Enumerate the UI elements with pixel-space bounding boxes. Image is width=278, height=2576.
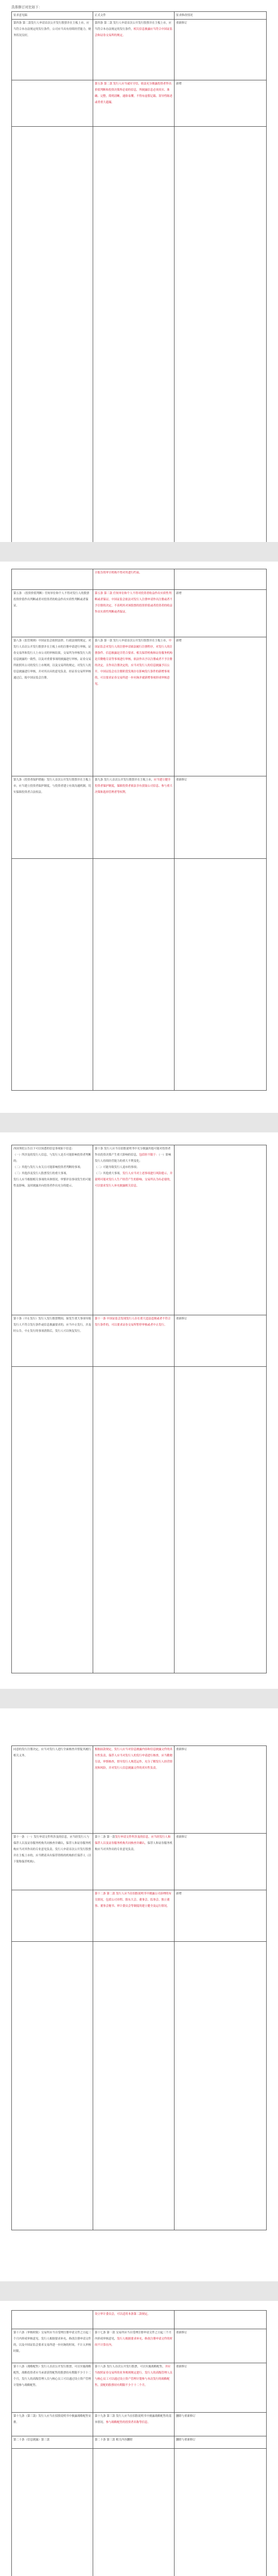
header-note: 征求修改情况 bbox=[175, 12, 267, 20]
change-note-cell bbox=[175, 1145, 267, 1315]
table-row bbox=[12, 127, 267, 543]
original-text-cell: 第二十条（信息披露）第三款 bbox=[12, 2436, 93, 2449]
document-page-4 bbox=[0, 1708, 278, 2281]
change-note-cell: 重新修订 bbox=[175, 1834, 267, 1890]
table-row bbox=[12, 859, 267, 1091]
inserted-text: 计报告的审计机构不得对其进行约束。 bbox=[95, 571, 142, 574]
revised-text: 第八条 第一款 发行人申请首次公开发行股票并在主板上市， bbox=[95, 639, 169, 642]
original-text-cell bbox=[12, 859, 93, 1091]
table-row bbox=[12, 2363, 267, 2413]
change-note-cell: 重新修订 bbox=[175, 20, 267, 80]
revised-text: 第二十条 第三款 相关内容删除 bbox=[95, 2438, 133, 2442]
original-text-cell: 第十八条（战略配售）发行人首次公开发行股票，可以实施战略配售，战略投资者应当承诺获得配售的股票持有期限不少于十二个月，发行人的高级管理人员与核心员工可以通过设立资产管理计划参与战略配售。 bbox=[12, 2363, 93, 2413]
revised-text-cell bbox=[93, 1367, 175, 1673]
revised-text-cell bbox=[93, 776, 175, 859]
change-note-cell: 重新修订 bbox=[175, 1315, 267, 1367]
inserted-text: 设立审计委员会，可以适用本条第二款规定。 bbox=[95, 2313, 150, 2316]
change-note-cell bbox=[175, 1942, 267, 2230]
original-text-cell bbox=[12, 569, 93, 590]
revised-text-cell bbox=[93, 569, 175, 590]
revised-text: 第四条 第二款 发行人申请首次公开发行股票并在主板上市，应当符合本办法规定的发行条件， bbox=[95, 22, 171, 31]
comparison-table bbox=[11, 11, 267, 542]
change-note-cell: 新增 bbox=[175, 1890, 267, 1942]
revised-text-cell bbox=[93, 1746, 175, 1834]
change-note-cell bbox=[175, 127, 267, 543]
original-text-cell: 第十六条（审核时限）交易所应当自受理注册申请文件之日起三个月内形成审核意见。发行人根据要求补充、修改注册申请文件的，以及中国证监会要求交易所进一步问询的时间，不计入审核时限。 bbox=[12, 2329, 93, 2363]
lead-text: 具体修订对比如下： bbox=[11, 5, 42, 9]
revised-text-cell bbox=[93, 1834, 175, 1890]
change-note-cell: 新增 bbox=[175, 590, 267, 637]
table-row bbox=[12, 20, 267, 80]
original-text-cell: 第九条（投资者保护措施）发行人首次公开发行股票并在主板上市，应当建立投资者保护制度，与投资者建立有效沟通机制，切实保障投资者合法权益。 bbox=[12, 776, 93, 859]
revised-text-cell bbox=[93, 2449, 175, 2576]
change-note-cell: 重新修订 bbox=[175, 776, 267, 859]
revised-text-cell bbox=[93, 2436, 175, 2449]
comparison-table bbox=[11, 2310, 267, 2576]
change-note-cell: 新增 bbox=[175, 637, 267, 776]
change-note-cell bbox=[175, 859, 267, 1091]
inserted-text: 发行人应当对上述事项进行风险提示，并说明可能对发行人生产经营产生的影响。交易所认为有必要的，可以要求发行人补充披露相关信息。 bbox=[95, 1172, 172, 1188]
revised-text-cell bbox=[93, 1315, 175, 1367]
comparison-table bbox=[11, 1145, 267, 1673]
inserted-text: 发行申请文件所涉及的信息，应当经发行人和保荐人以及证券服务机构共同核查并确认， bbox=[95, 1836, 171, 1845]
table-row bbox=[12, 1315, 267, 1367]
revised-text-cell bbox=[93, 637, 175, 776]
change-note-cell: 删除与重新修订 bbox=[175, 2413, 267, 2436]
original-text-cell bbox=[12, 127, 93, 543]
original-text-cell: 第十一条 （一）发行申请文件所涉及的信息，应当经发行人与保荐人以及证券服务机构共同核查并确认，保荐人和证券服务机构应当对其作出的专业意见负责。发行人申请首次公开发行股票并在主板上市的，应当聘请具有保荐资格的机构担任保荐人（以下简称保荐机构）。 bbox=[12, 1834, 93, 1890]
document-page-2 bbox=[0, 562, 278, 1113]
revised-text: 第十九条 第三款 发行人应当在招股说明书中披露战略配售的基本情况、 bbox=[95, 2415, 171, 2424]
header-original: 征求意见稿 bbox=[12, 12, 93, 20]
original-text-cell: 第十九条（第三款）发行人应当在招股说明书中披露战略配售安排。 bbox=[12, 2413, 93, 2436]
table-row bbox=[12, 776, 267, 859]
revised-text-cell bbox=[93, 859, 175, 1091]
original-text-cell bbox=[12, 1890, 93, 1942]
revised-text: 第九条 发行人首次公开发行股票并在主板上市， bbox=[95, 778, 154, 782]
revised-text-cell bbox=[93, 1145, 175, 1315]
inserted-text: 参与战略配售的投资者名称等信息。 bbox=[106, 2421, 150, 2424]
document-page-3 bbox=[0, 1132, 278, 1689]
original-text-cell bbox=[12, 1942, 93, 2230]
table-row bbox=[12, 2329, 267, 2363]
inserted-text: 相关信息披露应当符合中国证监会和证券交易所的规定。 bbox=[95, 28, 172, 37]
revised-text: 保荐人和证券服务机构应当对其作出的专业意见负责。 bbox=[95, 1842, 172, 1851]
document-page-5 bbox=[0, 2301, 278, 2576]
revised-text-cell bbox=[93, 2363, 175, 2413]
table-row bbox=[12, 1834, 267, 1890]
revised-text: 第十二条 第一款 bbox=[95, 1836, 115, 1839]
comparison-table bbox=[11, 1745, 267, 2230]
original-text-cell: 第五条 （投资价值判断）任何单位和个人不得对发行人的股票投资价值作出判断或者对投资者的收益作出实质性判断或者保证。 bbox=[12, 590, 93, 637]
inserted-text: 中国证监会对发行人的注册申请依法履行注册程序，对发行人的注册条件、信息披露是否符合要求、相关保荐机构和证券服务机构是否勤勉尽责等事项进行审核，依法作出予以注册或者不予注册的决定，且作出注册决定的，应当对发行人的信息披露予以公开。 bbox=[95, 639, 172, 673]
original-text-cell bbox=[12, 2311, 93, 2329]
revised-text-cell bbox=[93, 590, 175, 637]
revised-text: 第十七条 第一款 交易所应当自受理注册申请文件之日起三个月内形成审核意见， bbox=[95, 2331, 171, 2341]
inserted-text: 发行人根据要求补充、修改注册申请文件的时间不计算在内。 bbox=[95, 2337, 172, 2347]
revised-text-cell bbox=[93, 1890, 175, 1942]
document-page-1 bbox=[0, 0, 278, 542]
header-revised: 正式文件 bbox=[93, 12, 175, 20]
inserted-text: 中国证监会在注册阶段发现存在影响发行条件的新增事项的，可以要求证券交易所进一步问询并就新增事项形成审核意见。 bbox=[95, 670, 170, 686]
table-row bbox=[12, 1367, 267, 1673]
revised-text-cell bbox=[93, 2311, 175, 2329]
revised-text: 第十条 发行人应当在招股说明书中充分披露其他可能对投资者作出投资决策产生重大影响的信息， bbox=[95, 1147, 171, 1157]
original-text-cell: 同意的发行注册决定，应当对发行人进行全面核查并督促其履行相关义务。 bbox=[12, 1746, 93, 1834]
change-note-cell bbox=[175, 1367, 267, 1673]
change-note-cell: 删除与重新修订 bbox=[175, 2436, 267, 2449]
revised-text-cell bbox=[93, 80, 175, 127]
table-row bbox=[12, 1746, 267, 1834]
original-text-cell bbox=[12, 80, 93, 127]
revised-text-cell bbox=[93, 2413, 175, 2436]
table-header-row bbox=[12, 12, 267, 20]
revised-text: （一）影响发行人持续经营能力的重大不利变化； （二）可能导致发行人退市的事项； （三）其他重大事项。 bbox=[95, 1154, 171, 1175]
original-text-cell: 第八条（监管规则）中国证监会依照法律、行政法规的规定，对发行人首次公开发行股票并在主板上市的注册申请进行审核，证券交易所和发行人上市公司的审核结果，交易所为审核发行人的信息披露的一致性，以及对重要事项的披露进行审核。证券交易所依照其公司的发行上市规则，以及交易所的规定，对发行人的信息披露进行审核，并对其出具的意见负责。经证券交易所审核通过后，报中国证监会注册。 bbox=[12, 637, 93, 776]
table-row bbox=[12, 2436, 267, 2449]
comparison-table bbox=[11, 569, 267, 1091]
inserted-text: 并应当按照证券交易所的业务规则规定进行。发行人的高级管理人员与核心员工可以通过设立资产管理计划参与本次发行的战略配售，获配的股票持有期限不少于十二个月。 bbox=[95, 2365, 172, 2387]
inserted-text: 第五条 第二款 发行人应当诚实守信，依法充分披露投资者作出价值判断和投资决策所必需的信息，所披露信息必须真实、准确、完整，简明清晰，通俗易懂，不得有虚假记载、误导性陈述或者重大遗漏。 bbox=[95, 82, 172, 104]
change-note-cell: 重新修订 bbox=[175, 2329, 267, 2363]
change-note-cell bbox=[175, 2311, 267, 2329]
original-text-cell: 西国务院公告以下可以知悉的信息事项如下信息： （一）所涉及的发行人信息，与发行人是否可能影响投资者判断的； （二）其他与发行人有关且可能影响投资者判断的事项； （三）其他涉及发行人股票发行的重大事项。 发行人应当根据相关事项的具体情况，审慎评估事项发生的可能性及影响，及时披露并向投资者作出充分的提示。 bbox=[12, 1145, 93, 1315]
change-note-cell bbox=[175, 2449, 267, 2576]
original-text-cell: 第四条 第二款发行人申请首次公开发行股票并在主板上市，应当符合本办法规定的发行条件，公司应当具有持续经营能力，财务状况良好， bbox=[12, 20, 93, 80]
table-row bbox=[12, 2413, 267, 2436]
table-row bbox=[12, 80, 267, 127]
inserted-text: 应当建立健全投资者保护制度，保障投资者依法享有获取公司信息、参与重大决策和选择管理者等权利。 bbox=[95, 778, 172, 794]
table-row bbox=[12, 1145, 267, 1315]
inserted-text: 包括但不限于： bbox=[139, 1154, 159, 1157]
change-note-cell bbox=[175, 569, 267, 590]
revised-text-cell bbox=[93, 1942, 175, 2230]
revised-text: 第十八条 发行人首次公开发行股票，可以实施战略配售， bbox=[95, 2365, 165, 2368]
revised-text-cell bbox=[93, 2329, 175, 2363]
inserted-text: 根据前款规定，发行人应当对信息披露内容和信息披露文件的真实性负责，保荐人应当对发行人的发行申请进行核查，应当勤勉尽责，审慎核查，督导发行人规范运作，充分了解发行人经营情况和风险，并对发行人信息披露文件的真实性负责。 bbox=[95, 1748, 172, 1770]
inserted-text: 第五条 第三款 任何单位和个人不得对投资者收益作出实质性判断或者保证。中国证监会依法对发行人注册申请作出注册或者不予注册的决定，不表明其对该股票的投资价值或者投资者的收益作出实质性判断或者保证。 bbox=[95, 592, 172, 614]
table-row bbox=[12, 1890, 267, 1942]
table-row bbox=[12, 1942, 267, 2230]
table-row bbox=[12, 637, 267, 776]
revised-text-cell bbox=[93, 127, 175, 543]
table-row bbox=[12, 590, 267, 637]
table-row bbox=[12, 569, 267, 590]
table-row bbox=[12, 2311, 267, 2329]
change-note-cell: 重新修订 bbox=[175, 2363, 267, 2413]
revised-text-cell bbox=[93, 20, 175, 80]
table-row bbox=[12, 2449, 267, 2576]
inserted-text: 第十一条 中国证监会发现发行人存在重大违法违规或者不符合发行条件的，可以要求证券交易所暂停审核或者中止发行。 bbox=[95, 1317, 171, 1327]
original-text-cell: 第十条（中止发行）发行人发行股票期间，如发生重大事项导致发行人不符合发行条件或信息披露要求的，应当中止发行，并及时公告。中止发行的事项消除后，发行人可以恢复发行。 bbox=[12, 1315, 93, 1367]
inserted-text: 第十二条 第二款 发行人应当在招股说明书中披露公司治理的有关情况，包括公司章程、股东大会、董事会、监事会、独立董事、董事会秘书、审计委员会等制度的建立健全及运行情况。 bbox=[95, 1892, 171, 1908]
change-note-cell: 新增 bbox=[175, 80, 267, 127]
original-text-cell bbox=[12, 1367, 93, 1673]
change-note-cell: 重新修订 bbox=[175, 1746, 267, 1834]
original-text-cell bbox=[12, 2449, 93, 2576]
